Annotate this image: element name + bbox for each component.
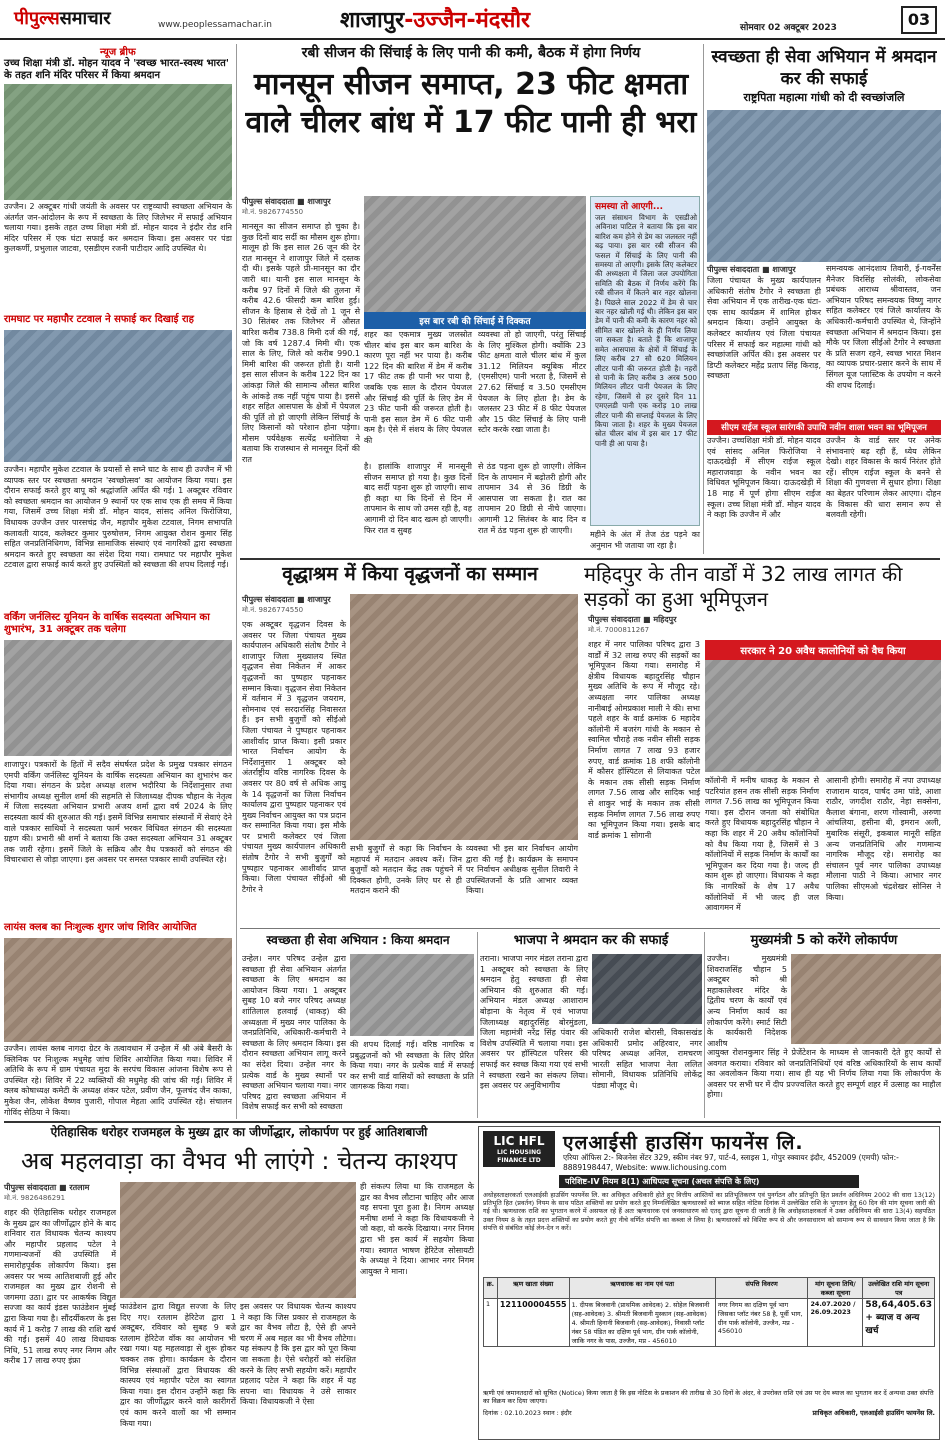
mahalwada-body-a: शहर की ऐतिहासिक धरोहर राजमहल के मुख्य द्वार का जीर्णोद्धार होने के बाद शनिवार रात विधायक चेतन्य काश्यप और महापौर प्रहलाद पटेल ने गणमान्यजनों की उपस्थिति में समारोहपूर्वक लोकार्पण किया। इस अवसर पर भव्य आतिशबाजी हुई और राजमहल का मुख्य द्वार रोशनी से जगमगा उठा। द्वार पर आकर्षक विद्युत सज्जा का कार्य इंडस फाउंडेशन मुंबई द्वारा किया गया है। सौंदर्यीकरण के इस कार्य में 1 करोड़ 7 लाख की राशि खर्च की गई। इसमें 40 लाख विधायक निधि, 51 लाख रुपए नगर निगम और करीब 17 लाख रुपए इंफ्रा	[4, 1208, 116, 1366]
lead-sidebar-box	[590, 196, 700, 526]
ad-col-header: ऋणधारक का नाम एवं पता	[569, 1278, 715, 1299]
mahidpur-mobile: मो.नं. 7000811267	[588, 626, 650, 634]
brief2-headline: रामघाट पर महापौर टटवाल ने सफाई कर दिखाई राह	[4, 314, 194, 325]
lic-hfl-notice-ad	[478, 1126, 940, 1440]
brief4-photo	[4, 938, 232, 1042]
dateline: सोमवार 02 अक्टूबर 2023	[740, 23, 837, 33]
ad-footer-text: ऋणी एवं जमानतदारों को सूचित (Notice) किया जाता है कि इस नोटिस के प्रकाशन की तारीख से 30 दिनों के अंदर, वे उपरोक्त राशि एवं उस पर देय ब्याज का भुगतान कर दें अन्यथा उक्त संपत्ति का विक्रय कर दिया जाएगा।	[483, 1389, 934, 1406]
brief2-photo	[4, 330, 232, 462]
cm-body-a: उज्जैन। मुख्यमंत्री शिवराजसिंह चौहान 5 अक्टूबर को श्री महाकालेश्वर मंदिर के द्वितीय चरण के कार्यों एवं अन्य निर्माण कार्य का लोकार्पण करेंगे। स्मार्ट सिटी के कार्यकारी निदेशक आशीष	[707, 954, 787, 1048]
lead-byline: पीपुल्स संवाददाता ■ शाजापुर	[242, 197, 331, 206]
lead-sidebar-title: समस्या तो आएगी...	[595, 202, 664, 212]
ad-col-header: ऋण खाता संख्या	[497, 1278, 569, 1299]
bhoomi-body-b: उज्जैन के वार्ड स्तर पर अनेक संभावनाएं बढ़ रही हैं, ध्येय लेकिन देखो। शहर विकास के कार्य निरंतर होते रहें। सीएम राईज स्कूल के बनने से शिक्षा की गुणवत्ता में सुधार होगा। शिक्षा का बेहतर परिणाम लेकर आएगा। दोहन के विकास की धारा समान रूप से बलवती रहेगी।	[826, 436, 941, 520]
cm-headline: मुख्यमंत्री 5 को करेंगे लोकार्पण	[750, 933, 898, 948]
lead-photo-caption: इस बार रबी की सिंचाई में दिक्कत	[364, 312, 586, 329]
vridh-mobile: मो.नं. 9826774550	[242, 606, 304, 614]
bhajpa-body-b: अधिकारी राजेश बोरासी, विकासखंड अधिकारी प्रमोद अहिरवार, नगर परिषद अध्यक्ष अनिल, रामचरण भारती सहित भाजपा नेता ललित सोमानी, विधायक प्रतिनिधि लोकेंद्र पंड्या मौजूद थे।	[592, 1028, 702, 1090]
lead-body-bottom-a: है। हालांकि शाजापुर में मानसूनी सीजन समाप्त हो गया है। कुछ दिनों बाद सर्दी पड़ना शुरू हो जाएगी। साथ ही कहा था कि दिनों से दिन में तापमान के साथ जो उमस रही है, वह आगामी दो दिन बाद खत्म हो जाएगी। फिर रात व सुबह	[364, 462, 472, 535]
ad-cell-amount: 58,64,405.63 + ब्याज व अन्य खर्च	[863, 1299, 935, 1347]
mahidpur-body-a: शहर में नगर पालिका परिषद द्वारा 3 वार्डों में 32 लाख रुपए की सड़कों का भूमिपूजन किया गया। समारोह में क्षेत्रीय विधायक बहादुरसिंह चौहान मुख्य अतिथि के रूप में मौजूद रहे। अध्यक्षता नगर पालिका अध्यक्ष नानीबाई ओमप्रकाश माली ने की। सभा पहले शहर के वार्ड क्रमांक 6 महादेव कॉलोनी में बजरंग गांधी के मकान से स्वामिल चौराहे तक नवीन सीसी सड़क निर्माण लागत 7 लाख 93 हजार रुपए, वार्ड क्रमांक 18 शफी कॉलोनी में कौसर हॉस्पिटल से लियाकत पटेल के मकान तक सीसी सड़क निर्माण लागत 7.56 लाख और सादिक भाई से शाकुर भाई के मकान तक सीसी सड़क निर्माण लागत 7.56 लाख रुपए का भूमिपूजन किया गया। इसके बाद वार्ड क्रमांक 1 सोगानी	[588, 640, 700, 840]
mahalwada-photo	[120, 1182, 356, 1298]
brief4-body: उज्जैन। लायंस क्लब नागदा ग्रेटर के तत्वावधान में उन्हेल में श्री अंबे बैसरी के क्लिनिक पर निःशुल्क मधुमेह जांच शिविर आयोजित किया गया। शिविर में अतिथि के रूप में ग्राम पंचायत मुदा के सरपंच विकास आंजना विशेष रूप से उपस्थित रहे। शिविर में 22 व्यक्तियों की मधुमेह की जांच की गई। शिविर में क्लब कोषाध्यक्ष कमेटी के अध्यक्ष शंकर पटेल, प्रवीण जैन, फूलचंद जैन काका, मुकेश जैन, लोकेश वैष्णव पुजारी, गोपाल मेहता आदि उपस्थित रहे। संचालन गोविंद सेठिया ने किया।	[4, 1044, 232, 1117]
swachhata2-headline: स्वच्छता ही सेवा अभियान : किया श्रमदान	[266, 933, 450, 947]
vridh-body-a: एक अक्टूबर वृद्धजन दिवस के अवसर पर जिला पंचायत मुख्य कार्यपालन अधिकारी संतोष टैगोर ने शाजापुर जिला मुख्यालय स्थित वृद्धजन सेवा निकेतन में आकर वृद्धजनों का पुष्पहार पहनाकर सम्मान किया। वृद्धजन सेवा निकेतन में वर्तमान में 3 वृद्धजन जयराम, सोमनाथ एवं सरदारसिंह निवासरत हैं। इन सभी बुजुर्गों को सीईओ जिला पंचायत ने पुष्पहार पहनाकर आशीर्वाद प्राप्त किया। इसी प्रकार भारत निर्वाचन आयोग के निर्देशानुसार 1 अक्टूबर को अंतर्राष्ट्रीय वरिष्ठ नागरिक दिवस के अवसर पर 80 वर्ष से अधिक आयु के 14 वृद्धजनों का जिला निर्वाचन कार्यालय द्वारा पुष्पहार पहनाकर एवं मुख्य निर्वाचन आयुक्त का पत्र प्रदान कर सम्मानित किया गया। इस मौके पर प्रभारी कलेक्टर एवं जिला पंचायत मुख्य कार्यपालन अधिकारी संतोष टैगोर ने सभी बुजुर्गों को पुष्पहार पहनाकर आशीर्वाद प्राप्त किया। जिला पंचायत सीईओ श्री टैगोर ने	[242, 620, 346, 894]
mahidpur-body-c: आसानी होगी। समारोह में नपा उपाध्यक्ष राजाराम यादव, पार्षद उमा पांडे, आशा राठौर, जगदीश राठौर, नेहा सक्सेना, कैलाश बंगाना, शरण गोस्वामी, अरुणा आंचलिया, हसीना बी, इमरान अली, मुबारिक संसूरी, इकबाल मानूरी सहित अन्य जनप्रतिनिधि और गणमान्य नागरिक मौजूद रहे। समारोह का संचालन पूर्व नगर पालिका उपाध्यक्ष मौलाना पाठी ने किया। आभार नगर पालिका सीएमओ चंद्रशेखर सोनिस ने किया।	[826, 776, 941, 902]
newspaper-logo	[14, 6, 111, 30]
cm-photo	[791, 954, 941, 1044]
swachhata-photo	[707, 110, 941, 262]
mahalwada-kicker: ऐतिहासिक धरोहर राजमहल के मुख्य द्वार का जीर्णोद्धार, लोकार्पण पर हुई आतिशबाजी	[50, 1125, 428, 1139]
brief1-headline: उच्च शिक्षा मंत्री डॉ. मोहन यादव ने 'स्वच्छ भारत-स्वस्थ भारत' के तहत शनि मंदिर परिसर में किया श्रमदान	[4, 58, 229, 81]
swachhata2-body-b: की शपथ दिलाई गई। वरिष्ठ नागरिक व प्रबुद्धजनों को भी स्वच्छता के लिए प्रेरित किया गया। नगर के प्रत्येक वार्ड में सफाई कर सभी वार्ड वासियों को स्वच्छता के प्रति जागरूक किया गया।	[350, 1040, 474, 1092]
brief3-photo	[4, 640, 232, 756]
ad-col-header: क्र.	[484, 1278, 498, 1299]
ad-address: एरिया ऑफिस 2:- बिजनेस सेंटर 329, स्कीम नंबर 97, पार्ट-4, स्लाइस 1, गोपुर स्क्वायर इंदौर, 452009 (एमपी) फोन:- 8889198447, Website: www.lichousing.com	[563, 1153, 899, 1172]
vridh-body-c: व्यवस्था भी इस बार निर्वाचन आयोग द्वारा की गई है। कार्यक्रम के समापन पर निर्वाचन अधीक्षक सुनील तिवारी ने उपस्थितजनों के प्रति आभार व्यक्त किया।	[466, 844, 578, 896]
bhoomi-body-a: उज्जैन। उच्चशिक्षा मंत्री डॉ. मोहन यादव एवं सांसद अनिल फिरोजिया ने दाऊदखेड़ी में सीएम राईज स्कूल महाराजवाड़ा के नवीन भवन का विधिवत भूमिपूजन किया। दाऊदखेड़ी में 18 माह में पूर्ण होगा सीएम राईज स्कूल। उच्च शिक्षा मंत्री डॉ. मोहन यादव ने कहा कि उज्जैन में और	[707, 436, 822, 520]
lead-body-col2: शहर का एकमात्र मुख्य जलस्रोत चीलर बांध इस बार कम बारिश के कारण पूरा नहीं भर पाया है। करीब 122 दिन की बारिश में डेम में करीब 17 फीट तक ही पानी भर पाया है, जबकि एक साल के दौरान पेयजल और सिंचाई की पूर्ति के लिए डेम में 23 फीट पानी की जरूरत होती है। पानी इस साल डेम में 6 फीट पानी कम है। ऐसे में संशय के लिए पेयजल की	[364, 330, 472, 445]
lead-photo-dam	[364, 196, 586, 312]
ad-cell-borrower: 1. दीपक बिजवानी (प्राथमिक आवेदक) 2. सोहेल बिजवानी (सह-आवेदक) 3. श्रीमती बिजवानी मुस्कान (सह-आवेदक) 4. श्रीमती हिनानी बिजवानी (सह-आवेदक), निवासी प्लॉट नंबर 58 पंडित का दक्षिण पूर्व भाग, ग्रीन पार्क कॉलोनी, जाकि नगर के पास, उज्जैन, मप्र - 456010	[569, 1299, 715, 1347]
brief1-body: उज्जैन। 2 अक्टूबर गांधी जयंती के अवसर पर राष्ट्रव्यापी स्वच्छता अभियान के अंतर्गत जन-आंदोलन के रूप में स्वच्छता के लिए जिलेभर में सफाई अभियान चलाया गया। इसके तहत उच्च शिक्षा मंत्री डॉ. मोहन यादव ने इंदौर रोड शनि मंदिर परिसर में एक घंटा सफाई कर श्रमदान किया। इस अवसर पर पंडा कुलकर्णी, प्रभुलाल जाटवा, एसडीएम रजनी पाटीदार आदि उपस्थित थे।	[4, 202, 232, 254]
brief3-headline: वर्किंग जर्नलिस्ट यूनियन के वार्षिक सदस्यता अभियान का शुभारंभ, 31 अक्टूबर तक चलेगा	[4, 612, 210, 635]
bhajpa-headline: भाजपा ने श्रमदान कर की सफाई	[513, 933, 669, 948]
ad-footer	[483, 1389, 935, 1418]
lead-headline: मानसून सीजन समाप्त, 23 फीट क्षमता वाले चीलर बांध में 17 फीट पानी ही भरा	[245, 67, 697, 140]
ad-table	[483, 1277, 935, 1347]
ad-col-header: उल्लेखित राशि मांग सूचना पत्र	[863, 1278, 935, 1299]
mahalwada-byline: पीपुल्स संवाददाता ■ रतलाम	[4, 1183, 90, 1192]
ad-cell-account: 121100004555	[497, 1299, 569, 1347]
lead-body-bottom-b: से ठंड पड़ना शुरू हो जाएगी। लेकिन दिन के तापमान में बढ़ोतरी होगी और तापमान 34 से 36 डिग्री के आसपास जा सकता है। रात का तापमान 20 डिग्री से नीचे जाएगा। आगामी 12 सितंबर के बाद दिन व रात में ठंड पड़ना शुरू हो जाएगी।	[478, 462, 586, 535]
vridh-byline: पीपुल्स संवाददाता ■ शाजापुर	[242, 595, 331, 604]
swachhata2-body-a: उन्हेल। नगर परिषद उन्हेल द्वारा स्वच्छता ही सेवा अभियान अंतर्गत स्वच्छता के लिए श्रमदान का आयोजन किया गया। 1 अक्टूबर सुबह 10 बजे नगर परिषद अध्यक्ष शांतिलाल हलवाई (थाकड़) की अध्यक्षता में मुख्य नगर पालिका के जनप्रतिनिधि, अधिकारी-कर्मचारी ने स्वच्छता के लिए श्रमदान किया। इस दौरान स्वच्छता अभियान लागू करने का संदेश दिया। उन्हेल नगर के प्रत्येक वार्ड के मुख्य स्थानों पर स्वच्छता अभियान चलाया गया। नगर परिषद द्वारा स्वच्छता अभियान में विशेष सफाई कर सभी को स्वच्छता	[242, 954, 346, 1112]
ad-col-header: मांग सूचना तिथि/ कब्जा सूचना	[808, 1278, 863, 1299]
website-url: www.peoplessamachar.in	[158, 20, 272, 30]
mahidpur-photo	[705, 660, 941, 772]
swachhata-headline: स्वच्छता ही सेवा अभियान में श्रमदान कर की सफाई	[711, 47, 937, 89]
column-rule	[703, 44, 704, 554]
ad-table-header-row	[484, 1278, 935, 1299]
column-rule	[236, 44, 237, 1119]
ad-signatory: प्राधिकृत अधिकारी, एलआईसी हाउसिंग फायनेंस लि.	[812, 1409, 935, 1418]
column-rule	[704, 932, 705, 1118]
vridh-photo	[350, 594, 578, 840]
lead-mobile: मो.नं. 9826774550	[242, 208, 304, 216]
lead-sidebar-tail: महीने के अंत में तेज ठंड पड़ने का अनुमान भी जताया जा रहा है।	[590, 530, 700, 550]
section-divider	[240, 558, 940, 560]
brief1-photo	[4, 84, 232, 200]
mahalwada-body-c: इस अवसर पर विधायक चेतन्य काश्यप ने कहा कि जिस प्रकार से राजमहल के द्वार का वैभव लौटा है, ऐसे ही अपने चरण में अब महल का भी वैभव लौटेगा। यह संकल्प है कि इस द्वार को पूरा किया जा सकता है। ऐसे धरोहरों को संरक्षित करने के लिए सभी सहयोग करें। महापौर प्रहलाद पटेल ने कहा कि शहर में यह सपना था। विधायक ने उसे साकार किया। विधायकजी ने ऐसा	[240, 1302, 356, 1407]
brief4-headline: लायंस क्लब का निःशुल्क शुगर जांच शिविर आयोजित	[4, 922, 197, 933]
swachhata-body-a: जिला पंचायत के मुख्य कार्यपालन अधिकारी संतोष टैगोर ने स्वच्छता ही सेवा अभियान में एक तारीख-एक घंटा-एक साथ कार्यक्रम में शामिल होकर श्रमदान किया। उन्होंने आयुक्त के कलेक्टर कार्यालय एवं जिला पंचायत परिसर में सफाई कर महात्मा गांधी को स्वच्छांजलि अर्पित की। इस अवसर पर डिप्टी कलेक्टर महेंद्र प्रताप सिंह किराड़, स्वच्छता	[707, 276, 821, 381]
ad-col-header: संपत्ति विवरण	[715, 1278, 808, 1299]
mahalwada-mobile: मो.नं. 9826486291	[4, 1194, 66, 1202]
bhajpa-photo	[592, 954, 702, 1024]
lead-body-col1: मानसून का सीजन समाप्त हो चुका है। कुछ दिनों बाद सर्दी का मौसम शुरू होगा। मालूम हो कि इस साल 26 जून की देर रात मानसून ने शाजापुर जिले में दस्तक दी थी। इसके पहले प्री-मानसून का दौर जारी था। यानी इस साल मानसून के करीब 97 दिनों में जिले की तुलना में करीब 42.6 फीसदी कम बारिश हुई। सीजन के हिसाब से देखें तो 1 जून से 30 सितंबर तक जिलेभर में औसत बारिश करीब 738.8 मिमी दर्ज की गई, जो कि वर्ष 1287.4 मिमी थी। एक साल के लिए, जिले को करीब 990.1 मिमी बारिश की जरूरत होती है। यानी इस साल सीजन के करीब 122 दिन का आंकड़ा जिले की सामान्य औसत बारिश के आंकड़े तक नहीं पहुंच पाया है। इससे शहर सहित आसपास के क्षेत्रों में पेयजल की पूर्ति तो हो जाएगी लेकिन सिंचाई के लिए किसानों को परेशान होना पड़ेगा। मौसम पर्यवेक्षक सत्येंद्र धनोतिया ने बताया कि राजस्थान से मानसून दिनों की रात	[242, 222, 360, 465]
cm-body-b: आयुक्त रोशनकुमार सिंह ने प्रेजेंटेशन के माध्यम से जानकारी देते हुए कार्यों से अवगत कराया। रविवार को जनप्रतिनिधियों एवं वरिष्ठ अधिकारियों के साथ कार्यों का अवलोकन किया गया। साथ ही यह भी निर्णय लिया गया कि लोकार्पण के अवसर पर सभी घर में दीप प्रज्ज्वलित करते हुए सम्पूर्ण शहर में उत्साह का माहौल होगा।	[707, 1048, 941, 1100]
mahalwada-headline: अब महलवाड़ा का वैभव भी लाएंगे : चेतन्य काश्यप	[20, 1147, 458, 1175]
ad-subhead: परिशिष्ट-IV नियम 8(1) आधिपत्य सूचना (अचल संपत्ति के लिए)	[559, 1175, 859, 1188]
bhajpa-body-a: तराना। भाजपा नगर मंडल तराना द्वारा 1 अक्टूबर को स्वच्छता के लिए श्रमदान हेतु स्वच्छता ही सेवा अभियान की शुरुआत की गई। अभियान मंडल अध्यक्ष आशाराम बोड़ाना के नेतृत्व में एवं भाजपा जिलाध्यक्ष बहादुरसिंह बोरमुंडला, जिला महामंत्री नरेंद्र सिंह पंवार की विशेष उपस्थिति में चलाया गया। इस अवसर पर हॉस्पिटल परिसर की सफाई कर स्वच्छ किया गया एवं सभी ने स्वच्छता रखने का संकल्प लिया। इस अवसर पर अनुविभागीय	[480, 954, 588, 1091]
brief2-body: उज्जैन। महापौर मुकेश टटवाल के प्रयासों से सघ्ने घाट के साथ ही उज्जैन में भी व्यापक स्तर पर स्वच्छता श्रमदान 'स्वच्छोत्सव' का आयोजन किया गया। इस दौरान सफाई करते हुए बापू को श्रद्धांजलि अर्पित की गई। 1 अक्टूबर रविवार को स्वच्छता श्रमदान का आयोजन 9 स्थानों पर एक साथ एक ही समय में किया गया, जिसमें उच्च शिक्षा मंत्री डॉ. मोहन यादव, सांसद अनिल फिरोजिया, विधायक उज्जैन उत्तर पारसचंद्र जैन, महापौर मुकेश टटवाल, निगम सभापति कलावती यादव, कलेक्टर कुमार पुरुषोत्तम, निगम आयुक्त रोशन कुमार सिंह सहित जनप्रतिनिधिगण, विभिन्न सामाजिक संस्थाएं एवं नागरिकों द्वारा स्वच्छता श्रमदान करते हुए स्वच्छता का संदेश दिया गया। रामघाट पर महापौर मुकेश टटवाल द्वारा सफाई कार्य करते हुए उपस्थितों को स्वच्छता की शपथ दिलाई गई।	[4, 465, 232, 570]
mahalwada-body-d: ही संकल्प लिया था कि राजमहल के द्वार का वैभव लौटाना चाहिए और आज वह सपना पूरा हुआ है। निगम अध्यक्ष मनीषा शर्मा ने कहा कि विधायकजी ने जो कहा, वो करके दिखाया। नगर निगम द्वारा भी इस कार्य में सहयोग किया गया। स्वागत भाषण हेरिटेज सोसायटी के अध्यक्ष ने दिया। आभार नगर निगम आयुक्त ने माना।	[360, 1182, 474, 1276]
ad-place-date: दिनांक : 02.10.2023 स्थान : इंदौर	[483, 1409, 572, 1418]
table-row	[484, 1299, 935, 1347]
mahalwada-body-b: फाउंडेशन द्वारा विद्युत सज्जा के लिए दिए गए। रतलाम हेरिटेज द्वारा 1 अक्टूबर, रविवार को सुबह 9 बजे रतलाम हेरिटेज वॉक का आयोजन भी रखा गया। यह महलवाड़ा से शुरू होकर चक्कर तक होगा। कार्यक्रम के दौरान विभिन्न संस्थाओं द्वारा विधायक की कास्पय एवं महापौर पटेल का स्वागत किया गया। इस दौरान उन्होंने कहा कि द्वार का जीर्णोद्धार करने वाले कारीगरों एवं काम करने वालों का भी सम्मान किया गया।	[120, 1302, 236, 1428]
section-divider	[4, 1121, 941, 1123]
mahidpur-body-b: कॉलोनी में मनीष धाकड़ के मकान से पटरियांत हसन तक सीसी सड़क निर्माण लागत 7.56 लाख का भूमिपूजन किया गया। इस दौरान जनता को संबोधित करते हुए विधायक बहादुरसिंह चौहान ने कहा कि शहर में 20 अवैध कॉलोनियों को वैध किया गया है, जिसमें से 3 कॉलोनियों में सड़क निर्माण के कार्यों का भूमिपूजन कर दिया गया है। जल्द ही काम शुरू हो जाएगा। विधायक ने कहा कि नागरिकों के शेष 17 अवैध कॉलोनियों में भी जल्द ही जल आवागमन में	[705, 776, 819, 913]
bhoomi-headline: सीएम राईज स्कूल सारंगकी उपाधि नवीन शाला भवन का भूमिपूजन	[707, 420, 941, 435]
masthead	[0, 0, 945, 40]
ad-title: एलआईसी हाउसिंग फायनेंस लि.	[563, 1132, 804, 1154]
logo-part1: पीपुल्स	[14, 8, 60, 29]
mahidpur-byline: पीपुल्स संवाददाता ■ महिदपुर	[588, 615, 677, 624]
ad-footer-sign	[483, 1409, 935, 1417]
ad-cell-property: नगर निगम का दक्षिण पूर्व भाग जिसका प्लॉट नंबर 58 है, पूर्वी भाग, ग्रीन पार्क कॉलोनी, उज्जैन, मप्र - 456010	[715, 1299, 808, 1347]
lic-hfl-logo: LIC HFL LIC HOUSING FINANCE LTD	[483, 1131, 555, 1167]
section-divider	[240, 928, 940, 929]
ad-cell-dates: 24.07.2020 / 26.09.2023	[808, 1299, 863, 1347]
logo-part2: समाचार	[59, 8, 111, 29]
swachhata-byline: पीपुल्स संवाददाता ■ शाजापुर	[707, 265, 796, 274]
swachhata-body-b: समन्वयक आनंदशाय तिवारी, ई-गवर्नेंस मैनेजर विरसिंह सोलंकी, लोकसेवा प्रबंधक आराध्य श्रीवास्तव, जन अभियान परिषद समन्वयक विष्णु नागर सहित कलेक्टर एवं जिले कार्यालय के अधिकारी-कर्मचारी उपस्थित थे, जिन्होंने स्वच्छता अभियान में श्रमदान किया। इस मौके पर जिला सीईओ टैगोर ने स्वच्छता के प्रति सजग रहने, स्वच्छ भारत मिशन का व्यापक प्रचार-प्रसार करने के साथ में सिंगल यूज प्लास्टिक के उपयोग न करने की शपथ दिलाई।	[826, 264, 941, 390]
lead-sidebar-body: जल संसाधन विभाग के एसडीओ अविनाश पाटिल ने बताया कि इस बार बारिश कम होने से डेम का जलस्तर नहीं बढ़ पाया। इस बार रबी सीजन की फसल में सिंचाई के लिए पानी की समस्या तो आएगी। इसके लिए कलेक्टर की अध्यक्षता में जिला जल उपयोगिता समिति की बैठक में निर्णय करेंगे कि रबी सीजन में कितने बार नहर खोलना है। पिछले साल 2022 में डेम से चार बार नहर खोली गई थी। लेकिन इस बार डेम में पानी की कमी के कारण नहर को सीमित बार खोलने के ही निर्णय लिया जा सकता है। बताते हैं कि शाजापुर समेत आसपास के क्षेत्रों में सिंचाई के लिए करीब 27 सौ 620 मिलियन लीटर पानी की जरूरत होती है। नहरों से पानी के लिए करीब 3 अरब 500 मिलियन लीटर पानी पेयजल के लिए रहेगा, जिसमें से हर दूसरे दिन 11 एमएलडी पानी एक करोड़ 10 लाख लीटर पानी की सप्लाई पेयजल के लिए किया जाता है। शहर के मुख्य पेयजल स्रोत चीलर बांध में इस बार 17 फीट पानी ही आ पाया है।	[595, 213, 697, 448]
lead-kicker: रबी सीजन की सिंचाई के लिए पानी की कमी, बैठक में होगा निर्णय	[301, 45, 641, 61]
swachhata2-photo	[350, 954, 474, 1036]
column-rule	[477, 932, 478, 1118]
brief3-body: शाजापुर। पत्रकारों के हितों में सदैव संघर्षरत प्रदेश के प्रमुख पत्रकार संगठन एमपी वर्किंग जर्नलिस्ट यूनियन के वार्षिक सदस्यता अभियान का शुभारंभ कर दिया गया। संगठन के प्रदेश अध्यक्ष शलभ भदौरिया के निर्देशानुसार तथा संभागीय अध्यक्ष सुनील शर्मा की सहमति से जिलाध्यक्ष दीपक चौहान के नेतृत्व में जिला सदस्यता अभियान प्रभारी अजय शर्मा द्वारा वर्ष 2024 के लिए सदस्यता कार्य की शुरुआत की गई। इसमें विभिन्न समाचार संस्थानों में सेवाएं देने वाले पत्रकार साथियों ने सदस्यता फार्म भरकर विधिवत संगठन की सदस्यता ग्रहण की। प्रभारी श्री शर्मा ने बताया कि उक्त सदस्यता अभियान 31 अक्टूबर तक जारी रहेगा। इसमें जिले के सक्रिय और वैध पत्रकारों को संगठन की विचारधारा से जोड़ा जाएगा। इस अवसर पर समस्त पत्रकार साथी उपस्थित रहे।	[4, 760, 232, 865]
ad-cell-sr: 1	[484, 1299, 498, 1347]
page-number: 03	[901, 6, 937, 34]
section-tag: न्यूज ब्रीफ	[100, 47, 136, 58]
mahidpur-headline: महिदपुर के तीन वार्डों में 32 लाख लागत की सड़कों का हुआ भूमिपूजन	[584, 562, 903, 611]
mahidpur-redbar: सरकार ने 20 अवैध कालोनियों को वैध किया	[705, 640, 941, 660]
lead-body-col3: व्यवस्था तो हो जाएगी, परंतु सिंचाई के लिए मुश्किल होगी। क्योंकि 23 फीट क्षमता वाले चीलर बांध में कुल 31.12 मिलियन क्यूबिक मीटर (एमसीएम) पानी भरता है, जिसमें से 27.62 सिंचाई व 3.50 एमसीएम पेयजल के लिए होता है। डेम के जलस्तर 23 फीट में 8 फीट पेयजल और 15 फीट सिंचाई के लिए पानी स्टोर करके रखा जाता है।	[478, 330, 586, 435]
edition-title: शाजापुर-उज्जैन-मंदसौर	[340, 8, 531, 33]
ad-paragraph: अधोहस्ताक्षरकर्ता एलआईसी हाउसिंग फायनेंस लि. का अधिकृत अधिकारी होते हुए वित्तीय आस्तियों का प्रतिभूतिकरण एवं पुनर्गठन और प्रतिभूति हित प्रवर्तन अधिनियम 2002 की धारा 13(12) प्रतिभूति हित (प्रवर्तन) नियम के साथ पठित शक्तियों का प्रयोग करते हुए निम्नलिखित ऋणधारकों को ब्याज सहित नोटिस दिनांक में उल्लेखित राशि के भुगतान हेतु 60 दिन की मांग सूचना जारी की गई थी। ऋणधारक राशि का भुगतान करने में असफल रहे हैं अतः ऋणधारक एवं जनसाधारण को एतद् द्वारा सूचना दी जाती है कि अधोहस्ताक्षरकर्ता ने उक्त अधिनियम की धारा 13(4) सहपठित उक्त नियम 8 के तहत प्रदत्त शक्तियों का प्रयोग करते हुए नीचे वर्णित संपत्ति का कब्जा ले लिया है। ऋणधारकों को विशिष्ट रूप से और जनसाधारण को सामान्य रूप से सावधान किया जाता है कि संपत्ति से संबंधित कोई लेन-देन न करें।	[483, 1191, 935, 1232]
vridh-headline: वृद्धाश्रम में किया वृद्धजनों का सम्मान	[282, 563, 538, 585]
vridh-body-b: सभी बुजुर्गों से कहा कि निर्वाचन के महापर्व में मतदान अवश्य करें। जिन बुजुर्गों को मतदान केंद्र तक पहुंचने में दिक्कत होगी, उनके लिए घर से ही मतदान कराने की	[350, 844, 462, 896]
swachhata-subhead: राष्ट्रपिता महात्मा गांधी को दी स्वच्छांजलि	[743, 91, 905, 104]
